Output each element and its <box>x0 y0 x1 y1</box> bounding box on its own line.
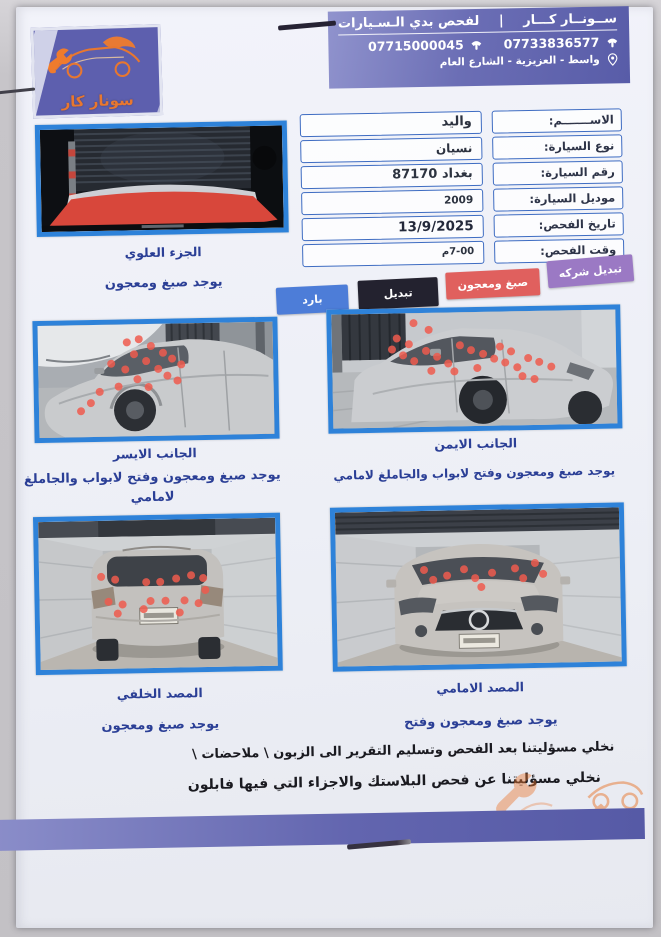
damage-dots-layer <box>335 507 622 666</box>
damage-dot <box>135 335 143 343</box>
photo-caption-rear: المصد الخلفي <box>116 685 203 702</box>
header-address-row <box>337 52 620 71</box>
damage-dot <box>164 371 172 379</box>
damage-dots-layer <box>38 518 278 670</box>
field-label-car-number: رقم السيارة: <box>493 160 623 185</box>
damage-dots-layer <box>331 309 617 428</box>
damage-dot <box>428 367 436 375</box>
vehicle-photo-right-side <box>326 304 622 433</box>
bottom-banner <box>0 808 645 851</box>
damage-dot <box>158 349 166 357</box>
legend-chip-cold: بارد <box>276 284 349 314</box>
legend-chip-replaced: تبديل <box>358 277 439 310</box>
damage-dot <box>471 574 479 582</box>
damage-dot <box>479 350 487 358</box>
field-label-inspection-date: تاريخ الفحص: <box>494 212 624 237</box>
damage-dot <box>422 346 430 354</box>
damage-dot <box>467 346 475 354</box>
damage-dot <box>501 359 509 367</box>
damage-dot <box>145 383 153 391</box>
vehicle-photo-left-side <box>32 317 279 443</box>
table-row <box>301 186 623 215</box>
table-row <box>302 212 624 241</box>
damage-dot <box>130 350 138 358</box>
damage-dot <box>111 576 119 584</box>
damage-dot <box>168 354 176 362</box>
damage-dot <box>404 340 412 348</box>
damage-dot <box>118 601 126 609</box>
damage-dot <box>194 599 202 607</box>
field-label-inspection-time: وقت الفحص: <box>494 238 624 263</box>
location-pin-icon <box>606 52 620 66</box>
damage-dot <box>133 375 141 383</box>
damage-dot <box>531 559 539 567</box>
field-value-car-number: بغداد 87170 <box>301 163 483 189</box>
logo-car-wrench-icon <box>40 32 153 83</box>
damage-dot <box>450 368 458 376</box>
photo-caption-right-side: الجانب الايمن <box>434 435 518 452</box>
vehicle-photo-roof <box>35 120 289 237</box>
damage-dot <box>530 375 538 383</box>
damage-dot <box>140 605 148 613</box>
disclaimer-line-1: نخلي مسؤليتنا بعد الفحص وتسليم التقرير الى الزبون \ ملاحضات \ <box>191 739 615 763</box>
damage-dot <box>519 372 527 380</box>
damage-dot <box>201 586 209 594</box>
damage-dot <box>433 353 441 361</box>
damage-dot <box>495 343 503 351</box>
damage-dot <box>176 609 184 617</box>
field-value-name: واليد <box>300 111 482 137</box>
photo-note-rear: يوجد صبغ ومعجون <box>101 716 220 734</box>
damage-dot <box>199 574 207 582</box>
company-logo <box>31 24 164 119</box>
damage-dots-layer <box>40 126 284 232</box>
field-value-car-model: 2009 <box>301 189 483 215</box>
damage-dot <box>490 354 498 362</box>
damage-dot <box>539 569 547 577</box>
damage-dot <box>399 351 407 359</box>
table-row <box>300 108 622 137</box>
photo-note-roof: يوجد صبغ ومعجون <box>104 274 223 292</box>
vehicle-info-table <box>300 108 625 272</box>
disclaimer-line-2: نخلي مسؤليتنا عن فحص البلاستك والاجزاء التي فيها فابلون <box>187 769 602 794</box>
damage-dot <box>114 382 122 390</box>
damage-dot <box>154 365 162 373</box>
phone-primary: 07733836577 <box>503 34 600 52</box>
damage-dot <box>121 365 129 373</box>
table-row <box>300 134 622 163</box>
damage-dot <box>513 363 521 371</box>
photo-note-right-side: يوجد صبغ ومعجون وفتح لابواب والجاملغ لامامي <box>333 463 616 483</box>
damage-dot <box>507 347 515 355</box>
damage-dot <box>147 597 155 605</box>
damage-dot <box>547 362 555 370</box>
field-label-car-type: نوع السيارة: <box>492 134 622 159</box>
field-value-inspection-time: 7-00م <box>302 241 484 267</box>
field-value-car-type: نسيان <box>300 137 482 163</box>
damage-dot <box>477 583 485 591</box>
damage-dot <box>123 338 131 346</box>
damage-dots-layer <box>37 322 274 438</box>
legend-chip-paint-putty: صبغ ومعجون <box>445 268 540 299</box>
table-row <box>301 160 623 189</box>
damage-dot <box>388 346 396 354</box>
damage-dot <box>424 326 432 334</box>
field-label-name: الاســـــــم: <box>492 108 622 133</box>
damage-dot <box>107 360 115 368</box>
damage-dot <box>161 597 169 605</box>
damage-dot <box>142 578 150 586</box>
header-title-row <box>336 11 619 31</box>
damage-dot <box>87 399 95 407</box>
phone-secondary: 07715000045 <box>367 37 464 54</box>
damage-dot <box>142 357 150 365</box>
damage-dot <box>488 569 496 577</box>
damage-dot <box>77 407 85 415</box>
damage-dot <box>96 388 104 396</box>
scan-artifact-scratch <box>0 87 35 96</box>
company-address: واسط - العزيزية - الشارع العام <box>439 53 600 69</box>
photo-note-front: يوجد صبغ ومعجون وفتح <box>403 712 558 731</box>
damage-dot <box>173 575 181 583</box>
damage-dot <box>104 598 112 606</box>
damage-dot <box>97 573 105 581</box>
field-label-car-model: موديل السيارة: <box>493 186 623 211</box>
title-divider: | <box>498 13 504 29</box>
damage-dot <box>511 564 519 572</box>
damage-dot <box>173 377 181 385</box>
damage-dot <box>429 576 437 584</box>
legend-chip-company-change: تبديل شركه <box>546 254 634 288</box>
damage-dot <box>460 565 468 573</box>
damage-dot <box>410 319 418 327</box>
damage-dot <box>393 334 401 342</box>
photo-caption-roof: الجزء العلوي <box>124 244 202 261</box>
vehicle-photo-front <box>330 502 627 671</box>
damage-dot <box>456 341 464 349</box>
damage-dot <box>410 357 418 365</box>
photo-note-left-side: يوجد صبغ ومعجون وفتح لابواب والجاملغ لامامي <box>23 467 281 506</box>
phone-icon <box>605 35 619 49</box>
damage-dot <box>473 364 481 372</box>
photo-caption-left-side: الجانب الايسر <box>112 445 197 462</box>
damage-dot <box>147 342 155 350</box>
logo-text: سونار كار <box>61 90 135 111</box>
damage-dot <box>177 361 185 369</box>
damage-dot <box>445 360 453 368</box>
field-value-inspection-date: 13/9/2025 <box>302 215 484 241</box>
brand-name: ســونــار كـــار <box>523 11 618 29</box>
damage-dot <box>535 358 543 366</box>
damage-dot <box>187 571 195 579</box>
photo-caption-front: المصد الامامي <box>436 679 525 696</box>
damage-dot <box>156 578 164 586</box>
damage-dot <box>114 610 122 618</box>
header-phones-row <box>336 34 619 54</box>
damage-dot <box>443 571 451 579</box>
damage-dot <box>420 565 428 573</box>
header-banner <box>328 6 630 89</box>
damage-dot <box>524 354 532 362</box>
vehicle-photo-rear <box>33 513 283 675</box>
damage-dot <box>180 597 188 605</box>
header-tagline: لفحص بدي الـسـيارات <box>337 13 480 32</box>
phone-icon <box>470 37 484 51</box>
damage-dot <box>520 574 528 582</box>
